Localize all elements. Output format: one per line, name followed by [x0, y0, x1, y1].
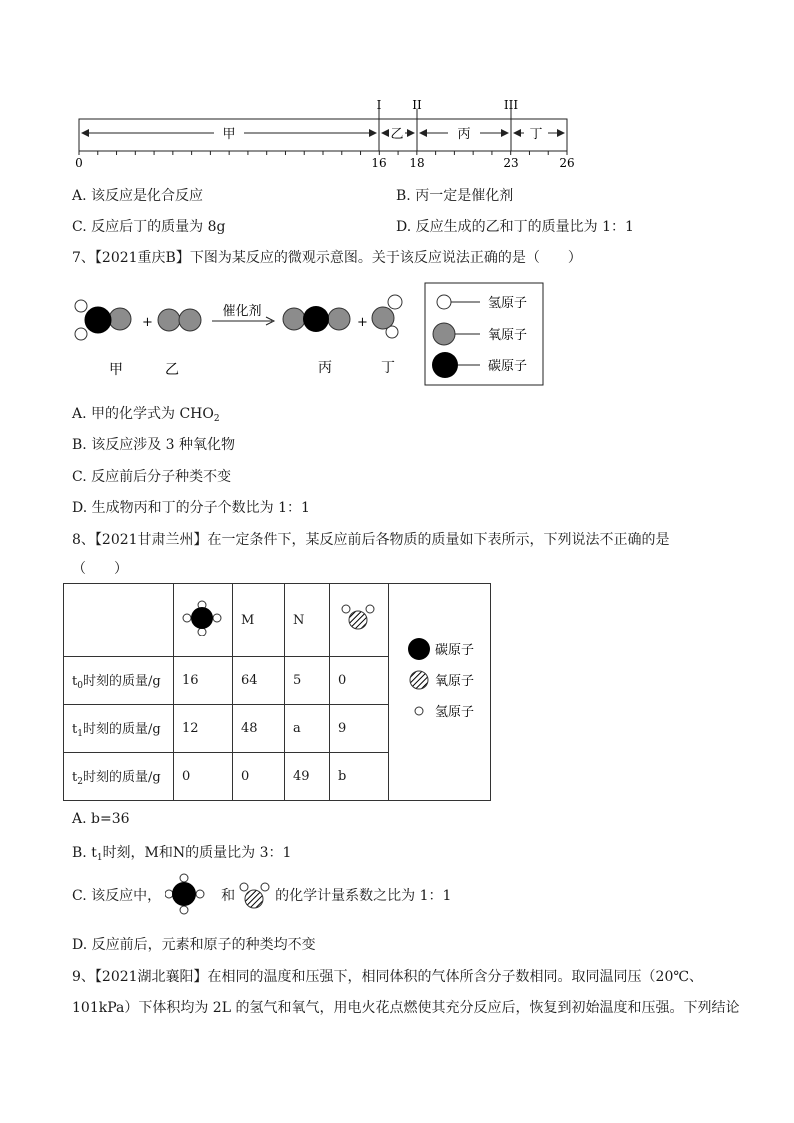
header-h2o-molecule [330, 584, 389, 657]
cell: 12 [174, 705, 233, 753]
q7-option-a: A. 甲的化学式为 $CHO_2$ [72, 406, 220, 424]
q9-line-1: 9、【2021湖北襄阳】在相同的温度和压强下，相同体积的气体所含分子数相同。取同温同压（20℃、 [72, 969, 704, 985]
q8-mass-table [63, 583, 491, 801]
cell: 0 [174, 753, 233, 801]
legend-hydrogen: 氢原子 [488, 296, 528, 311]
cell: 0 [233, 753, 285, 801]
row-label: $t_1$时刻的质量/g [64, 705, 174, 753]
legend-oxygen: 氧原子 [488, 328, 528, 343]
roman-label-3: III [503, 98, 519, 112]
q7-option-c: C. 反应前后分子种类不变 [72, 469, 232, 485]
molecule-bing [283, 306, 350, 332]
legend-oxygen-atom: 氧原子 [435, 674, 475, 689]
q7-option-d: D. 生成物丙和丁的分子个数比为 1：1 [72, 500, 310, 516]
roman-label-2: II [412, 98, 422, 112]
q8-legend [389, 584, 491, 801]
cell: 9 [330, 705, 389, 753]
header-m: M [233, 584, 285, 657]
q7-legend [425, 283, 543, 385]
label-bing: 丙 [318, 360, 332, 376]
header-ch4-molecule [174, 584, 233, 657]
cell: 16 [174, 657, 233, 705]
q8-title: 8、【2021甘肃兰州】在一定条件下，某反应前后各物质的质量如下表所示，下列说法不正确的是 [72, 532, 670, 548]
water-molecule-icon [237, 875, 273, 915]
q8-option-a: A. b=36 [72, 811, 130, 827]
q8-legend-graphic [389, 630, 490, 750]
cell: 5 [285, 657, 330, 705]
q7-title: 7、【2021重庆B】下图为某反应的微观示意图。关于该反应说法正确的是（ ） [72, 250, 582, 266]
segment-label-bing: 丙 [457, 127, 471, 142]
q8-option-c: C. 该反应中， 和 的化学计量系数之比为 1：1 [72, 875, 451, 915]
tick-label-23: 23 [503, 156, 519, 170]
cell: 48 [233, 705, 285, 753]
tick-label-16: 16 [371, 156, 387, 170]
catalyst-label: 催化剂 [222, 304, 262, 319]
molecule-yi [158, 309, 201, 331]
q7-reaction-diagram [0, 280, 794, 390]
tick-label-26: 26 [559, 156, 575, 170]
cell: 0 [330, 657, 389, 705]
molecule-jia [75, 300, 131, 340]
ruler-ticks [79, 151, 567, 155]
header-n: N [285, 584, 330, 657]
q8-option-d: D. 反应前后，元素和原子的种类均不变 [72, 937, 316, 953]
q6-option-b: B. 丙一定是催化剂 [396, 188, 514, 204]
roman-label-1: I [376, 98, 382, 112]
legend-carbon: 碳原子 [488, 359, 528, 374]
molecule-ding [372, 295, 402, 338]
cell: 49 [285, 753, 330, 801]
legend-carbon-atom: 碳原子 [435, 643, 475, 658]
cell: b [330, 753, 389, 801]
cell: a [285, 705, 330, 753]
cell: 64 [233, 657, 285, 705]
row-label: $t_2$时刻的质量/g [64, 753, 174, 801]
q7-option-b: B. 该反应涉及 3 种氧化物 [72, 437, 235, 453]
label-yi: 乙 [165, 362, 179, 378]
segment-label-ding: 丁 [529, 127, 543, 142]
water-molecule-icon [338, 600, 378, 636]
plus-sign-2: + [357, 315, 368, 330]
tick-label-18: 18 [409, 156, 425, 170]
q8-paren: （ ） [72, 561, 128, 577]
q8-option-b: B. $t_1$时刻，M和N的质量比为 3：1 [72, 845, 292, 863]
segment-label-jia: 甲 [222, 127, 236, 142]
q6-option-c: C. 反应后丁的质量为 8g [72, 219, 226, 235]
segment-label-yi: 乙 [390, 127, 404, 142]
row-label: $t_0$时刻的质量/g [64, 657, 174, 705]
label-jia: 甲 [109, 362, 123, 378]
q6-option-a: A. 该反应是化合反应 [72, 188, 204, 204]
methane-molecule-icon [165, 873, 211, 917]
plus-sign-1: + [142, 315, 153, 330]
label-ding: 丁 [381, 360, 395, 376]
q6-option-d: D. 反应生成的乙和丁的质量比为 1：1 [396, 219, 634, 235]
legend-hydrogen-atom: 氢原子 [435, 705, 475, 720]
tick-label-0: 0 [75, 156, 83, 170]
methane-molecule-icon [182, 600, 222, 636]
q9-line-2: 101kPa）下体积均为 2L 的氢气和氧气，用电火花点燃使其充分反应后，恢复到初始温度和压强。下列结论 [72, 1000, 740, 1016]
mass-ruler-diagram [0, 95, 794, 175]
